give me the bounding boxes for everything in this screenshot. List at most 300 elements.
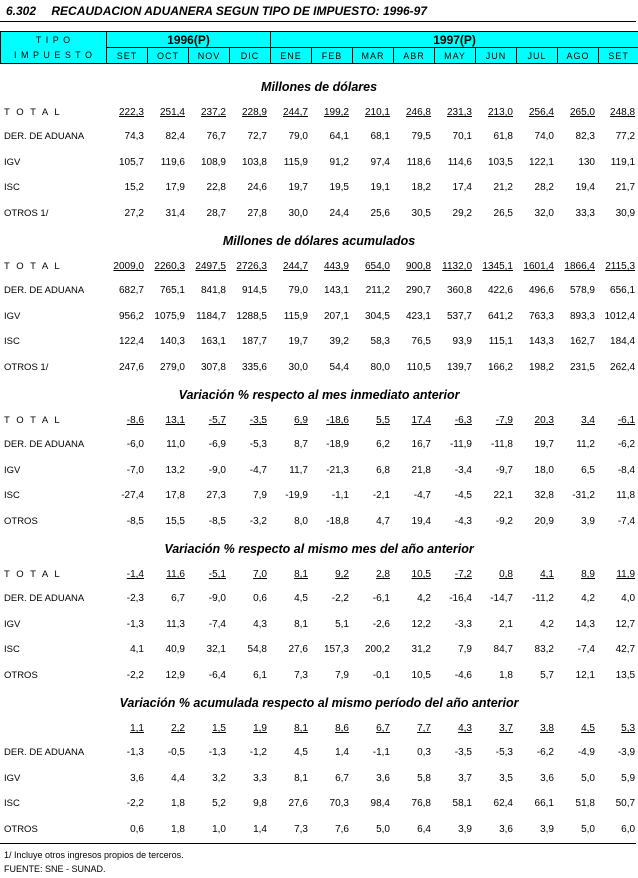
value-cell: 2,2: [171, 723, 185, 734]
value-cell: -9,2: [495, 515, 513, 527]
value-cell: 21,8: [411, 464, 431, 476]
value-cell: 246,8: [405, 107, 431, 118]
row-label: IGV: [4, 464, 21, 476]
value-cell: -18,9: [326, 439, 349, 451]
value-cell: -1,4: [126, 569, 144, 580]
value-cell: 443,9: [323, 261, 349, 272]
value-cell: -9,0: [208, 593, 226, 605]
source-note: FUENTE: SNE - SUNAD.: [4, 864, 106, 874]
row-label: DER. DE ADUANA: [4, 131, 85, 143]
row-label: OTROS 1/: [4, 361, 49, 373]
table-row: [0, 483, 638, 509]
value-cell: 3,2: [212, 772, 226, 784]
value-cell: -16,4: [449, 593, 472, 605]
header-month: FEB: [312, 48, 353, 64]
value-cell: 32,1: [206, 644, 226, 656]
table-row: [0, 458, 638, 484]
value-cell: 6,9: [294, 415, 308, 426]
value-cell: 1184,7: [196, 310, 226, 322]
value-cell: 76,8: [411, 798, 431, 810]
value-cell: 2497,5: [195, 261, 226, 272]
value-cell: -6,3: [454, 415, 472, 426]
table-row: [0, 304, 638, 330]
value-cell: 4,1: [130, 644, 144, 656]
value-cell: 19,4: [575, 182, 595, 194]
value-cell: 3,4: [581, 415, 595, 426]
value-cell: 279,0: [159, 361, 185, 373]
value-cell: 1601,4: [523, 261, 554, 272]
value-cell: 222,3: [118, 107, 144, 118]
value-cell: 262,4: [610, 361, 636, 373]
value-cell: 200,2: [364, 644, 390, 656]
value-cell: -1,1: [331, 490, 349, 502]
header-month: SET: [107, 48, 148, 64]
row-label: T O T A L: [4, 569, 62, 580]
table-row: [0, 355, 638, 381]
value-cell: 11,6: [166, 569, 185, 580]
value-cell: 82,3: [575, 131, 595, 143]
value-cell: -8,6: [126, 415, 144, 426]
value-cell: 4,0: [621, 593, 636, 605]
value-cell: 184,4: [610, 336, 636, 348]
value-cell: 11,7: [289, 464, 308, 476]
row-label: IGV: [4, 772, 21, 784]
value-cell: 7,9: [458, 644, 472, 656]
value-cell: 5,0: [581, 823, 595, 835]
value-cell: -7,0: [126, 464, 144, 476]
value-cell: 22,8: [206, 182, 226, 194]
value-cell: 256,4: [528, 107, 554, 118]
value-cell: 5,0: [376, 823, 390, 835]
value-cell: 211,2: [365, 285, 390, 297]
value-cell: -11,2: [531, 593, 554, 605]
value-cell: -19,9: [285, 490, 308, 502]
value-cell: 9,8: [253, 798, 267, 810]
value-cell: 27,6: [288, 644, 308, 656]
value-cell: 157,3: [323, 644, 349, 656]
value-cell: 1,1: [130, 723, 144, 734]
value-cell: 8,1: [294, 772, 308, 784]
value-cell: 5,1: [335, 618, 349, 630]
value-cell: 30,0: [288, 207, 308, 219]
value-cell: 5,0: [581, 772, 595, 784]
value-cell: 61,8: [493, 131, 513, 143]
value-cell: 68,1: [370, 131, 390, 143]
table-row: [0, 150, 638, 176]
value-cell: -2,1: [372, 490, 390, 502]
value-cell: 74,3: [124, 131, 144, 143]
value-cell: -6,1: [372, 593, 390, 605]
value-cell: 11,9: [616, 569, 636, 580]
header-tipo: T I P O: [1, 32, 107, 48]
value-cell: 210,1: [364, 107, 390, 118]
header-year-1996: 1996(P): [107, 32, 271, 48]
value-cell: -7,4: [577, 644, 595, 656]
value-cell: 15,2: [124, 182, 144, 194]
value-cell: 335,6: [241, 361, 267, 373]
total-row: [0, 409, 638, 432]
value-cell: 15,5: [165, 515, 185, 527]
value-cell: 139,7: [446, 361, 472, 373]
table-row: [0, 637, 638, 663]
section-heading-row: [0, 534, 638, 563]
value-cell: 8,1: [294, 569, 308, 580]
value-cell: 198,2: [528, 361, 554, 373]
value-cell: -5,7: [208, 415, 226, 426]
value-cell: 914,5: [241, 285, 267, 297]
table-number: 6.302: [6, 4, 37, 18]
column-header: [0, 31, 638, 64]
row-label: OTROS: [4, 669, 38, 681]
value-cell: 6,5: [581, 464, 595, 476]
row-label: IGV: [4, 310, 21, 322]
value-cell: -3,3: [454, 618, 472, 630]
table-row: [0, 663, 638, 689]
value-cell: 19,7: [534, 439, 554, 451]
value-cell: 163,1: [200, 336, 226, 348]
value-cell: 80,0: [370, 361, 390, 373]
value-cell: 307,8: [200, 361, 226, 373]
value-cell: 4,5: [581, 723, 595, 734]
value-cell: 54,4: [329, 361, 349, 373]
value-cell: 3,3: [253, 772, 267, 784]
value-cell: 187,7: [241, 336, 267, 348]
value-cell: 1,4: [253, 823, 267, 835]
value-cell: 422,6: [487, 285, 513, 297]
value-cell: 98,4: [370, 798, 390, 810]
header-year-1997: 1997(P): [271, 32, 638, 48]
value-cell: 72,7: [247, 131, 267, 143]
row-label: ISC: [4, 798, 20, 810]
row-label: DER. DE ADUANA: [4, 593, 85, 605]
value-cell: 3,5: [499, 772, 513, 784]
row-label: OTROS: [4, 823, 38, 835]
value-cell: 115,9: [283, 310, 308, 322]
value-cell: 26,5: [493, 207, 513, 219]
value-cell: -7,4: [208, 618, 226, 630]
row-label: IGV: [4, 156, 21, 168]
header-impuesto: I M P U E S T O: [1, 48, 107, 64]
header-month: NOV: [189, 48, 230, 64]
value-cell: 893,3: [569, 310, 595, 322]
value-cell: 5,8: [417, 772, 431, 784]
value-cell: 4,7: [376, 515, 390, 527]
value-cell: 162,7: [569, 336, 595, 348]
value-cell: 118,6: [406, 156, 431, 168]
value-cell: 578,9: [569, 285, 595, 297]
table-title: RECAUDACION ADUANERA SEGUN TIPO DE IMPUESTO: 1996-97: [51, 4, 427, 18]
header-month: MAR: [353, 48, 394, 64]
value-cell: 1345,1: [482, 261, 513, 272]
row-label: IGV: [4, 618, 21, 630]
value-cell: 6,4: [417, 823, 431, 835]
value-cell: 1866,4: [564, 261, 595, 272]
value-cell: 1,5: [212, 723, 226, 734]
value-cell: 27,3: [206, 490, 226, 502]
value-cell: 66,1: [534, 798, 554, 810]
value-cell: 0,6: [253, 593, 267, 605]
value-cell: 8,7: [294, 439, 308, 451]
value-cell: -1,3: [126, 618, 144, 630]
value-cell: 19,7: [288, 336, 308, 348]
value-cell: 244,7: [282, 261, 308, 272]
value-cell: 8,6: [335, 723, 349, 734]
value-cell: 956,2: [118, 310, 144, 322]
header-month: OCT: [148, 48, 189, 64]
row-label: T O T A L: [4, 261, 62, 272]
value-cell: 13,5: [615, 669, 636, 681]
value-cell: 228,9: [241, 107, 267, 118]
value-cell: 30,9: [615, 207, 636, 219]
value-cell: 6,8: [376, 464, 390, 476]
value-cell: 3,7: [499, 723, 513, 734]
row-label: DER. DE ADUANA: [4, 439, 85, 451]
value-cell: 79,0: [288, 285, 308, 297]
header-month: ENE: [271, 48, 312, 64]
value-cell: 5,9: [621, 772, 636, 784]
value-cell: 654,0: [364, 261, 390, 272]
value-cell: 114,6: [447, 156, 472, 168]
value-cell: 1,0: [212, 823, 226, 835]
value-cell: 84,7: [493, 644, 513, 656]
value-cell: -1,1: [372, 747, 390, 759]
value-cell: 51,8: [575, 798, 595, 810]
value-cell: 39,2: [329, 336, 349, 348]
section-heading-row: [0, 72, 638, 101]
value-cell: -31,2: [572, 490, 595, 502]
value-cell: 3,9: [540, 823, 554, 835]
value-cell: 207,1: [323, 310, 349, 322]
value-cell: 143,3: [528, 336, 554, 348]
value-cell: 247,6: [118, 361, 144, 373]
value-cell: 22,1: [493, 490, 513, 502]
section-title: Variación % respecto al mes inmediato anterior: [178, 387, 460, 402]
value-cell: 2115,3: [605, 261, 636, 272]
value-cell: 641,2: [487, 310, 513, 322]
value-cell: 70,1: [452, 131, 472, 143]
value-cell: -2,2: [126, 669, 144, 681]
value-cell: 7,3: [294, 669, 308, 681]
value-cell: 8,1: [294, 723, 308, 734]
value-cell: 0,3: [417, 747, 431, 759]
value-cell: 290,7: [405, 285, 431, 297]
value-cell: 10,5: [411, 669, 431, 681]
value-cell: 18,2: [411, 182, 431, 194]
top-rule: [0, 21, 636, 22]
value-cell: 1132,0: [442, 261, 472, 272]
value-cell: 841,8: [200, 285, 226, 297]
value-cell: 763,3: [528, 310, 554, 322]
value-cell: 115,9: [283, 156, 308, 168]
value-cell: -5,3: [249, 439, 267, 451]
value-cell: -0,5: [167, 747, 185, 759]
value-cell: -4,7: [413, 490, 431, 502]
value-cell: 21,7: [615, 182, 636, 194]
value-cell: -11,8: [490, 439, 513, 451]
value-cell: -7,2: [454, 569, 472, 580]
total-row: [0, 101, 638, 124]
value-cell: -5,1: [208, 569, 226, 580]
value-cell: 14,3: [575, 618, 595, 630]
value-cell: 360,8: [446, 285, 472, 297]
value-cell: 64,1: [329, 131, 349, 143]
value-cell: 11,8: [616, 490, 636, 502]
value-cell: 103,5: [487, 156, 513, 168]
value-cell: -0,1: [372, 669, 390, 681]
value-cell: 18,0: [534, 464, 554, 476]
value-cell: 12,9: [165, 669, 185, 681]
value-cell: -3,5: [249, 415, 267, 426]
value-cell: -2,2: [126, 798, 144, 810]
value-cell: 58,3: [370, 336, 390, 348]
value-cell: 110,5: [406, 361, 431, 373]
value-cell: 122,4: [118, 336, 144, 348]
value-cell: 7,9: [335, 669, 349, 681]
value-cell: 30,0: [288, 361, 308, 373]
value-cell: 76,7: [206, 131, 226, 143]
section-heading-row: [0, 226, 638, 255]
value-cell: 1,4: [335, 747, 349, 759]
header-month: DIC: [230, 48, 271, 64]
value-cell: 58,1: [452, 798, 472, 810]
value-cell: 304,5: [364, 310, 390, 322]
value-cell: -3,2: [249, 515, 267, 527]
value-cell: 12,1: [575, 669, 595, 681]
value-cell: 40,9: [165, 644, 185, 656]
value-cell: 11,0: [166, 439, 185, 451]
value-cell: -1,3: [126, 747, 144, 759]
total-row: [0, 563, 638, 586]
value-cell: -7,9: [495, 415, 513, 426]
value-cell: 4,2: [417, 593, 431, 605]
value-cell: 17,4: [452, 182, 472, 194]
value-cell: 79,0: [288, 131, 308, 143]
value-cell: 2009,0: [113, 261, 144, 272]
value-cell: -6,4: [208, 669, 226, 681]
value-cell: -1,3: [208, 747, 226, 759]
value-cell: -6,0: [126, 439, 144, 451]
value-cell: 42,7: [615, 644, 636, 656]
row-label: ISC: [4, 182, 20, 194]
value-cell: -8,5: [126, 515, 144, 527]
value-cell: -2,6: [372, 618, 390, 630]
table-row: [0, 278, 638, 304]
section-title: Variación % acumulada respecto al mismo período del año anterior: [119, 695, 519, 710]
value-cell: 3,9: [458, 823, 472, 835]
value-cell: 8,1: [294, 618, 308, 630]
value-cell: 4,2: [540, 618, 554, 630]
value-cell: 213,0: [487, 107, 513, 118]
value-cell: 2260,3: [154, 261, 185, 272]
value-cell: 16,7: [411, 439, 431, 451]
value-cell: 900,8: [405, 261, 431, 272]
value-cell: -3,4: [454, 464, 472, 476]
value-cell: -2,3: [126, 593, 144, 605]
value-cell: 765,1: [159, 285, 185, 297]
footnote: 1/ Incluye otros ingresos propios de terceros.: [4, 850, 184, 860]
row-label: [0, 717, 106, 740]
value-cell: 3,6: [499, 823, 513, 835]
value-cell: 11,3: [166, 618, 185, 630]
total-row: [0, 717, 638, 740]
value-cell: -6,1: [617, 415, 636, 426]
value-cell: -21,3: [326, 464, 349, 476]
table-row: [0, 509, 638, 535]
section-heading-row: [0, 380, 638, 409]
value-cell: 11,2: [576, 439, 595, 451]
table-row: [0, 766, 638, 792]
value-cell: 682,7: [118, 285, 144, 297]
row-label: ISC: [4, 644, 20, 656]
value-cell: 1,9: [253, 723, 267, 734]
value-cell: 5,7: [540, 669, 554, 681]
value-cell: 83,2: [534, 644, 554, 656]
value-cell: 25,6: [370, 207, 390, 219]
header-month: JUL: [517, 48, 558, 64]
value-cell: -8,4: [617, 464, 636, 476]
value-cell: 115,1: [488, 336, 513, 348]
value-cell: 31,2: [411, 644, 431, 656]
header-month: JUN: [476, 48, 517, 64]
value-cell: -4,3: [454, 515, 472, 527]
value-cell: -6,9: [208, 439, 226, 451]
value-cell: 1,8: [171, 798, 185, 810]
value-cell: -3,5: [454, 747, 472, 759]
value-cell: 7,6: [335, 823, 349, 835]
value-cell: 248,8: [610, 107, 636, 118]
value-cell: 4,3: [458, 723, 472, 734]
value-cell: -4,5: [454, 490, 472, 502]
value-cell: 30,5: [411, 207, 431, 219]
value-cell: 29,2: [452, 207, 472, 219]
value-cell: 17,8: [165, 490, 185, 502]
value-cell: 0,8: [499, 569, 513, 580]
value-cell: 199,2: [323, 107, 349, 118]
value-cell: -3,9: [617, 747, 636, 759]
table-row: [0, 432, 638, 458]
value-cell: 0,6: [130, 823, 144, 835]
row-label: T O T A L: [4, 415, 62, 426]
value-cell: -8,5: [208, 515, 226, 527]
table-row: [0, 124, 638, 150]
data-table: [0, 72, 638, 842]
row-label: ISC: [4, 336, 20, 348]
value-cell: 79,5: [411, 131, 431, 143]
value-cell: -6,2: [617, 439, 636, 451]
value-cell: 423,1: [405, 310, 431, 322]
value-cell: 93,9: [452, 336, 472, 348]
value-cell: 19,5: [329, 182, 349, 194]
value-cell: -7,4: [617, 515, 636, 527]
value-cell: 122,1: [528, 156, 554, 168]
value-cell: 3,8: [540, 723, 554, 734]
value-cell: 3,6: [130, 772, 144, 784]
value-cell: 20,3: [534, 415, 554, 426]
value-cell: 19,7: [288, 182, 308, 194]
value-cell: 19,1: [370, 182, 390, 194]
value-cell: 5,5: [376, 415, 390, 426]
value-cell: -9,7: [495, 464, 513, 476]
value-cell: -1,2: [249, 747, 267, 759]
header-month: AGO: [558, 48, 599, 64]
value-cell: 1,8: [499, 669, 513, 681]
value-cell: 4,5: [294, 593, 308, 605]
value-cell: 1,8: [171, 823, 185, 835]
value-cell: 70,3: [329, 798, 349, 810]
value-cell: 76,5: [411, 336, 431, 348]
value-cell: 6,7: [171, 593, 185, 605]
value-cell: 32,8: [534, 490, 554, 502]
